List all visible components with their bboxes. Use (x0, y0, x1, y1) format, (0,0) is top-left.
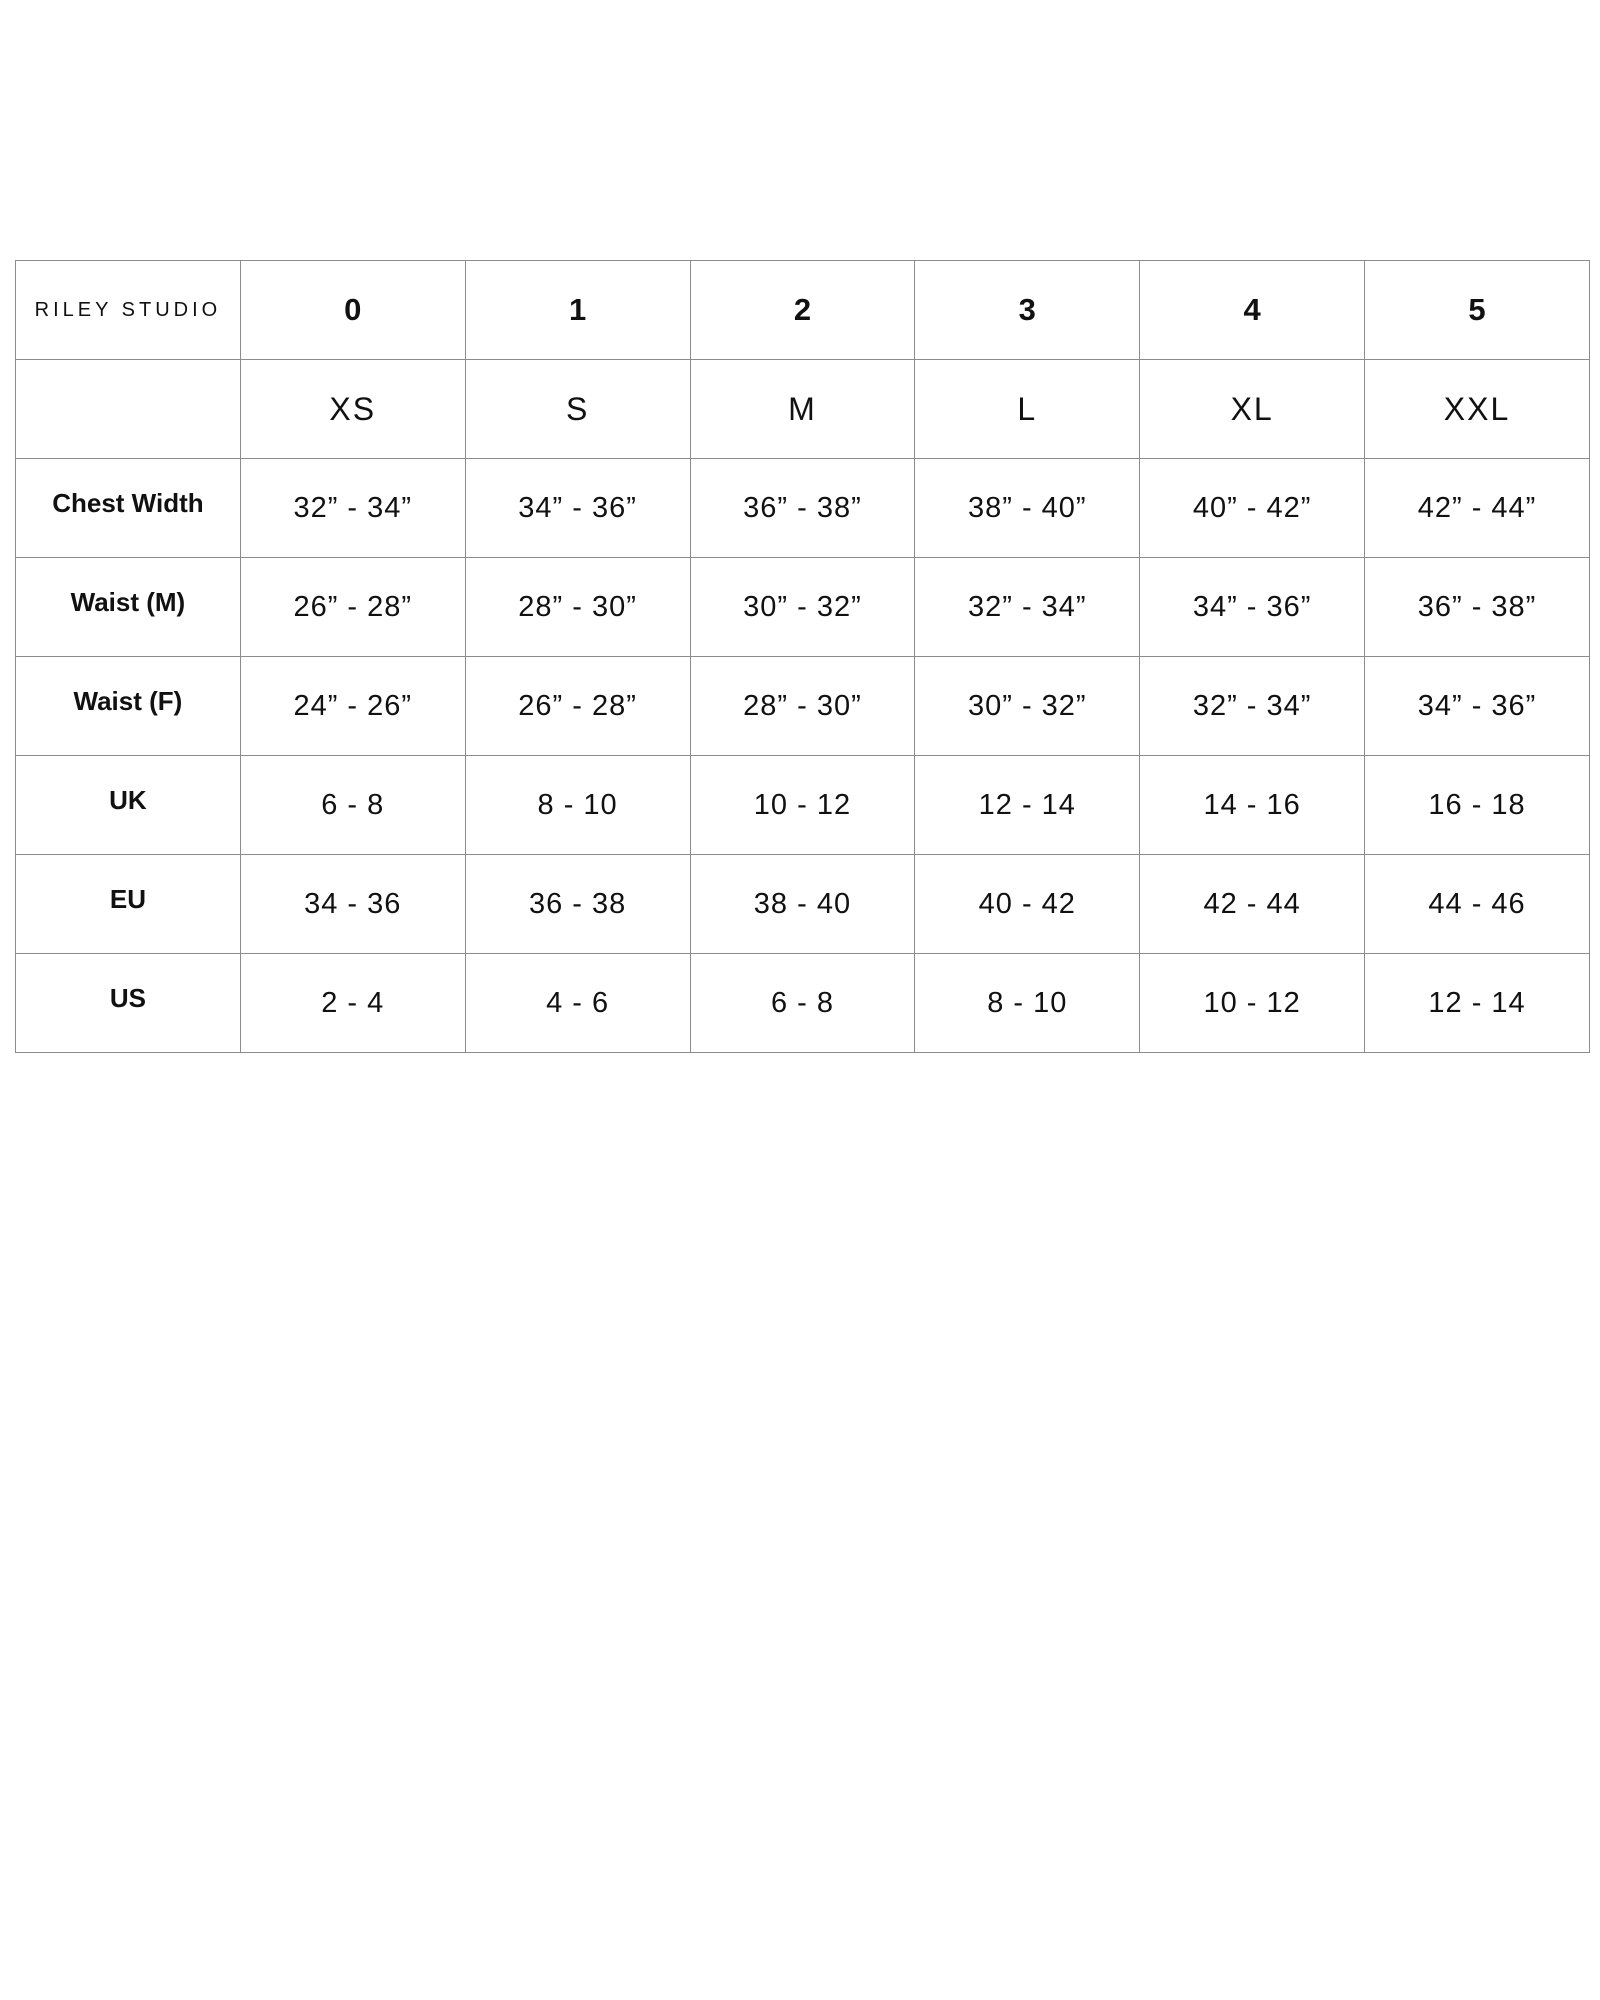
row-label-cell (16, 756, 241, 855)
measurement-value: 16 - 18 (1428, 788, 1526, 821)
row-label: Chest Width (52, 487, 204, 518)
value-cell (465, 954, 690, 1053)
size-letter-cell (690, 360, 915, 459)
value-cell (1140, 756, 1365, 855)
size-number-cell (465, 261, 690, 360)
row-label-cell (16, 954, 241, 1053)
measurement-value: 6 - 8 (770, 986, 834, 1019)
size-letter: XL (1230, 390, 1274, 427)
value-cell (240, 954, 465, 1053)
row-label: UK (109, 784, 147, 815)
row-label: EU (109, 883, 146, 914)
size-number-cell (915, 261, 1140, 360)
value-cell (690, 459, 915, 558)
measurement-value: 36” - 38” (1417, 590, 1537, 623)
value-cell (690, 558, 915, 657)
value-cell (1140, 954, 1365, 1053)
brand-cell (16, 261, 241, 360)
measurement-value: 28” - 30” (518, 590, 637, 623)
value-cell (1140, 459, 1365, 558)
size-letter: XXL (1443, 390, 1511, 427)
measurement-value: 44 - 46 (1428, 887, 1526, 920)
row-label: Waist (F) (73, 685, 183, 716)
measurement-value: 14 - 16 (1203, 788, 1301, 821)
measurement-row-us (16, 954, 1590, 1053)
value-cell (465, 855, 690, 954)
row-label: US (109, 982, 146, 1013)
value-cell (915, 558, 1140, 657)
size-chart-table (15, 260, 1590, 1053)
value-cell (240, 657, 465, 756)
measurement-value: 32” - 34” (967, 590, 1087, 623)
size-number: 5 (1468, 292, 1486, 327)
value-cell (690, 756, 915, 855)
row-label-cell (16, 657, 241, 756)
measurement-value: 12 - 14 (1428, 986, 1526, 1019)
row-label-cell (16, 558, 241, 657)
size-letter: M (788, 390, 817, 427)
row-label-cell (16, 459, 241, 558)
value-cell (1365, 756, 1590, 855)
value-cell (240, 459, 465, 558)
measurement-value: 42” - 44” (1417, 491, 1537, 524)
size-number-cell (240, 261, 465, 360)
measurement-row-waist-m (16, 558, 1590, 657)
measurement-value: 4 - 6 (546, 986, 610, 1019)
value-cell (1140, 657, 1365, 756)
measurement-value: 10 - 12 (753, 788, 852, 821)
size-letter: S (565, 390, 590, 427)
size-number: 3 (1018, 292, 1036, 327)
value-cell (1365, 657, 1590, 756)
size-letter-cell (915, 360, 1140, 459)
value-cell (465, 756, 690, 855)
measurement-value: 38” - 40” (967, 491, 1087, 524)
value-cell (915, 657, 1140, 756)
size-number: 1 (568, 292, 587, 327)
size-number-cell (1365, 261, 1590, 360)
measurement-value: 34” - 36” (1417, 689, 1537, 722)
measurement-value: 34 - 36 (304, 887, 402, 920)
value-cell (690, 657, 915, 756)
measurement-value: 34” - 36” (518, 491, 637, 524)
measurement-row-uk (16, 756, 1590, 855)
measurement-value: 38 - 40 (753, 887, 852, 920)
measurement-value: 28” - 30” (743, 689, 862, 722)
size-number-cell (1140, 261, 1365, 360)
value-cell (240, 558, 465, 657)
measurement-value: 24” - 26” (293, 689, 413, 722)
measurement-value: 30” - 32” (743, 590, 862, 623)
measurement-value: 40” - 42” (1192, 491, 1312, 524)
size-letter: XS (329, 390, 377, 427)
measurement-value: 26” - 28” (293, 590, 413, 623)
measurement-value: 6 - 8 (321, 788, 385, 821)
measurement-value: 12 - 14 (978, 788, 1076, 821)
value-cell (1365, 558, 1590, 657)
measurement-value: 32” - 34” (293, 491, 413, 524)
measurement-row-waist-f (16, 657, 1590, 756)
brand-logo: RILEY STUDIO (34, 298, 222, 321)
value-cell (465, 558, 690, 657)
measurement-value: 32” - 34” (1192, 689, 1312, 722)
value-cell (465, 657, 690, 756)
measurement-value: 8 - 10 (537, 788, 618, 821)
measurement-value: 36 - 38 (528, 887, 627, 920)
size-number: 0 (344, 292, 362, 327)
value-cell (1365, 459, 1590, 558)
measurement-value: 26” - 28” (518, 689, 637, 722)
measurement-value: 34” - 36” (1192, 590, 1312, 623)
empty-label-cell (16, 360, 241, 459)
size-letter-cell (240, 360, 465, 459)
size-number: 4 (1243, 292, 1261, 327)
size-number-cell (690, 261, 915, 360)
measurement-value: 8 - 10 (987, 986, 1068, 1019)
size-letter-cell (1365, 360, 1590, 459)
measurement-row-eu (16, 855, 1590, 954)
size-letter-cell (465, 360, 690, 459)
measurement-row-chest-width (16, 459, 1590, 558)
row-label-cell (16, 855, 241, 954)
measurement-value: 40 - 42 (978, 887, 1076, 920)
measurement-value: 2 - 4 (321, 986, 385, 1019)
measurement-value: 36” - 38” (743, 491, 862, 524)
measurement-value: 42 - 44 (1203, 887, 1301, 920)
value-cell (1140, 558, 1365, 657)
measurement-value: 30” - 32” (967, 689, 1087, 722)
value-cell (1140, 855, 1365, 954)
size-number: 2 (793, 292, 812, 327)
value-cell (915, 855, 1140, 954)
size-letter-cell (1140, 360, 1365, 459)
value-cell (915, 459, 1140, 558)
value-cell (1365, 855, 1590, 954)
value-cell (240, 855, 465, 954)
value-cell (465, 459, 690, 558)
value-cell (915, 954, 1140, 1053)
value-cell (915, 756, 1140, 855)
size-letter: L (1017, 390, 1038, 427)
value-cell (690, 954, 915, 1053)
value-cell (690, 855, 915, 954)
size-number-row (16, 261, 1590, 360)
value-cell (240, 756, 465, 855)
row-label: Waist (M) (70, 586, 186, 617)
measurement-value: 10 - 12 (1203, 986, 1301, 1019)
value-cell (1365, 954, 1590, 1053)
size-letter-row (16, 360, 1590, 459)
